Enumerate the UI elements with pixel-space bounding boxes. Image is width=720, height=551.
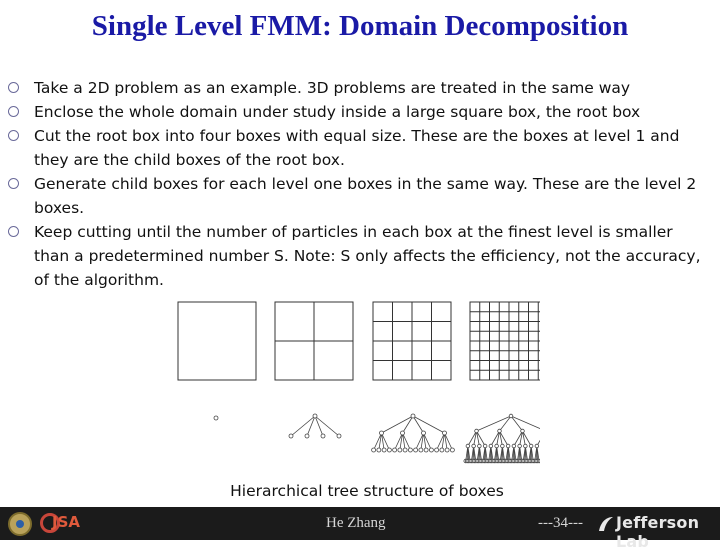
bullet-circle-icon xyxy=(8,130,19,141)
bullet-list xyxy=(8,76,712,292)
bullet-item: Cut the root box into four boxes with equal size. These are the boxes at level 1 and they are the child boxes of the root box. xyxy=(8,124,712,172)
bullet-circle-icon xyxy=(8,82,19,93)
page-number: ---34--- xyxy=(538,515,583,531)
bullet-circle-icon xyxy=(8,226,19,237)
doe-seal-icon xyxy=(8,512,32,536)
box-grids xyxy=(178,302,540,380)
footer-bar xyxy=(0,507,720,551)
bullet-circle-icon xyxy=(8,178,19,189)
footer-author: He Zhang xyxy=(326,515,386,531)
bullet-item: Generate child boxes for each level one boxes in the same way. These are the level 2 boxes. xyxy=(8,172,712,220)
figure-caption: Hierarchical tree structure of boxes xyxy=(230,482,504,500)
box-grid-level-1 xyxy=(275,302,353,380)
jsa-logo-text: JSA xyxy=(52,513,80,531)
jefferson-lab-swoosh-icon xyxy=(597,515,614,533)
jefferson-lab-logo: Jefferson Lab xyxy=(616,513,700,551)
bullet-circle-icon xyxy=(8,106,19,117)
tree-level-3 xyxy=(464,414,540,463)
tree-diagrams xyxy=(214,414,540,463)
box-grid-level-3 xyxy=(470,302,540,380)
box-grid-level-0 xyxy=(178,302,256,380)
box-grid-level-2 xyxy=(373,302,451,380)
domain-decomposition-figure xyxy=(170,298,540,488)
bullet-item: Enclose the whole domain under study inside a large square box, the root box xyxy=(8,100,712,124)
tree-level-0 xyxy=(214,416,218,420)
bullet-item: Take a 2D problem as an example. 3D problems are treated in the same way xyxy=(8,76,712,100)
slide-title: Single Level FMM: Domain Decomposition xyxy=(91,10,629,42)
bullet-item: Keep cutting until the number of particles in each box at the finest level is smaller than a predetermined number S. Note: S only affects the efficiency, not the accuracy, of the algorithm. xyxy=(8,220,712,292)
tree-level-1 xyxy=(289,414,341,438)
tree-level-2 xyxy=(372,414,455,452)
